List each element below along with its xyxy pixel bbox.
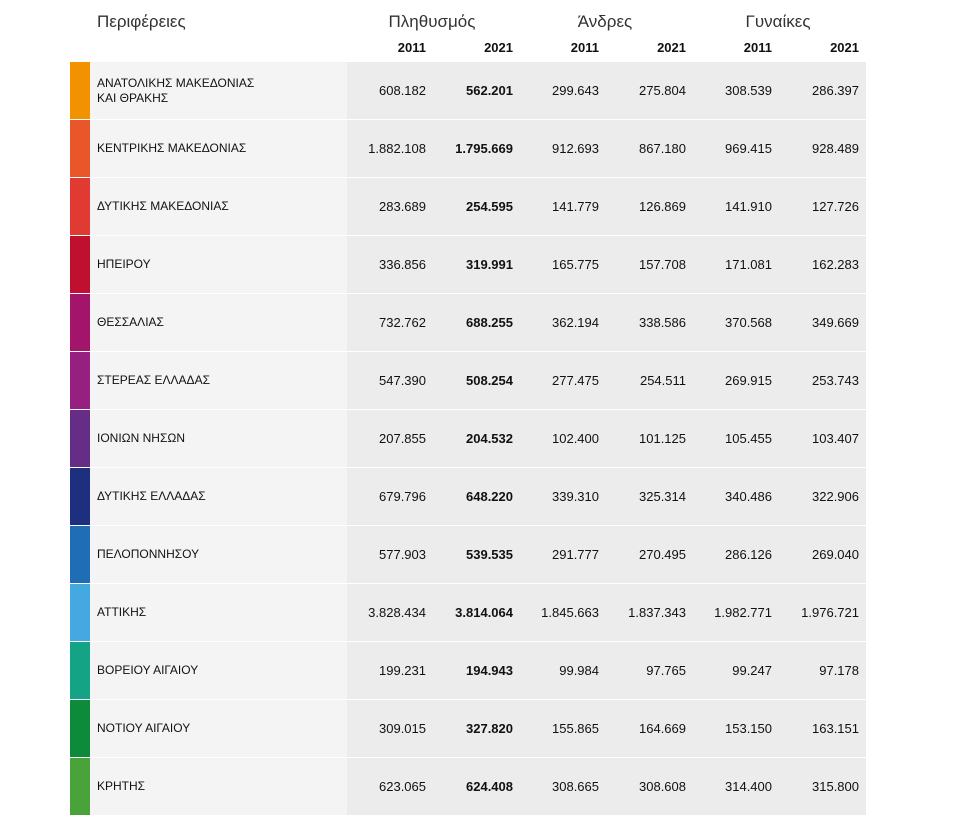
value-cell: 103.407: [812, 431, 859, 446]
region-name-cell: [90, 584, 347, 641]
table-row: [70, 352, 866, 409]
value-cell: 319.991: [466, 257, 513, 272]
value-cell: 624.408: [466, 779, 513, 794]
value-cell: 1.882.108: [368, 141, 426, 156]
region-name: [90, 489, 337, 504]
value-cell: 102.400: [552, 431, 599, 446]
region-name: [90, 663, 337, 678]
region-color-stripe: [70, 642, 90, 699]
region-name-cell: [90, 236, 347, 293]
value-cell: 338.586: [639, 315, 686, 330]
region-name: [90, 431, 337, 446]
region-name-line: ΗΠΕΙΡΟΥ: [97, 257, 151, 271]
value-cell: 162.283: [812, 257, 859, 272]
header-year-pop-2021: 2021: [484, 40, 513, 55]
value-cell: 732.762: [379, 315, 426, 330]
header-year-women-2021: 2021: [830, 40, 859, 55]
value-cell: 105.455: [725, 431, 772, 446]
region-name-line: ΒΟΡΕΙΟΥ ΑΙΓΑΙΟΥ: [97, 663, 199, 677]
table-row: [70, 526, 866, 583]
value-cell: 339.310: [552, 489, 599, 504]
value-cell: 562.201: [466, 83, 513, 98]
region-name: [90, 547, 337, 562]
region-color-stripe: [70, 236, 90, 293]
region-name-cell: [90, 642, 347, 699]
value-cell: 157.708: [639, 257, 686, 272]
region-color-stripe: [70, 294, 90, 351]
value-cell: 153.150: [725, 721, 772, 736]
region-name: [90, 315, 337, 330]
region-name-cell: [90, 178, 347, 235]
value-cell: 277.475: [552, 373, 599, 388]
value-cell: 1.976.721: [801, 605, 859, 620]
region-name-cell: [90, 120, 347, 177]
region-name: [90, 721, 337, 736]
table-row: [70, 642, 866, 699]
region-name-cell: [90, 526, 347, 583]
table-row: [70, 410, 866, 467]
value-cell: 308.608: [639, 779, 686, 794]
value-cell: 577.903: [379, 547, 426, 562]
region-color-stripe: [70, 352, 90, 409]
region-name-cell: [90, 294, 347, 351]
value-cell: 254.595: [466, 199, 513, 214]
table-row: [70, 62, 866, 119]
value-cell: 155.865: [552, 721, 599, 736]
header-region-label: Περιφέρειες: [97, 12, 186, 31]
value-cell: 679.796: [379, 489, 426, 504]
region-name-cell: [90, 352, 347, 409]
value-cell: 608.182: [379, 83, 426, 98]
header-group-population: Πληθυσμός: [388, 12, 476, 31]
region-color-stripe: [70, 410, 90, 467]
region-name-cell: [90, 468, 347, 525]
value-cell: 101.125: [639, 431, 686, 446]
value-cell: 99.247: [732, 663, 772, 678]
value-cell: 275.804: [639, 83, 686, 98]
header-year-men-2011: 2011: [570, 40, 599, 55]
value-cell: 204.532: [466, 431, 513, 446]
value-cell: 688.255: [466, 315, 513, 330]
value-cell: 308.539: [725, 83, 772, 98]
region-color-stripe: [70, 178, 90, 235]
value-cell: 299.643: [552, 83, 599, 98]
region-name-line: ΝΟΤΙΟΥ ΑΙΓΑΙΟΥ: [97, 721, 191, 735]
value-cell: 912.693: [552, 141, 599, 156]
table-row: [70, 584, 866, 641]
value-cell: 97.765: [646, 663, 686, 678]
value-cell: 370.568: [725, 315, 772, 330]
value-cell: 163.151: [812, 721, 859, 736]
region-name-line: ΔΥΤΙΚΗΣ ΜΑΚΕΔΟΝΙΑΣ: [97, 199, 229, 213]
region-name-line: ΔΥΤΙΚΗΣ ΕΛΛΑΔΑΣ: [97, 489, 206, 503]
table-row: [70, 758, 866, 815]
region-name-line: ΚΕΝΤΡΙΚΗΣ ΜΑΚΕΔΟΝΙΑΣ: [97, 141, 247, 155]
region-name: [90, 199, 337, 214]
table-row: [70, 236, 866, 293]
table-row: [70, 178, 866, 235]
value-cell: 199.231: [379, 663, 426, 678]
value-cell: 547.390: [379, 373, 426, 388]
region-name-line: ΚΑΙ ΘΡΑΚΗΣ: [97, 90, 169, 105]
region-name-line: ΠΕΛΟΠΟΝΝΗΣΟΥ: [97, 547, 200, 561]
value-cell: 286.126: [725, 547, 772, 562]
value-cell: 336.856: [379, 257, 426, 272]
value-cell: 97.178: [819, 663, 859, 678]
region-name-cell: [90, 758, 347, 815]
header-year-pop-2011: 2011: [397, 40, 426, 55]
value-cell: 623.065: [379, 779, 426, 794]
value-cell: 1.845.663: [541, 605, 599, 620]
region-color-stripe: [70, 526, 90, 583]
value-cell: 322.906: [812, 489, 859, 504]
region-name-line: ΑΤΤΙΚΗΣ: [97, 605, 147, 619]
value-cell: 340.486: [725, 489, 772, 504]
region-color-stripe: [70, 468, 90, 525]
table-row: [70, 700, 866, 757]
value-cell: 165.775: [552, 257, 599, 272]
region-color-stripe: [70, 758, 90, 815]
value-cell: 362.194: [552, 315, 599, 330]
region-color-stripe: [70, 700, 90, 757]
region-color-stripe: [70, 62, 90, 119]
value-cell: 291.777: [552, 547, 599, 562]
value-cell: 269.040: [812, 547, 859, 562]
region-name: [90, 141, 337, 156]
value-cell: 867.180: [639, 141, 686, 156]
value-cell: 508.254: [466, 373, 513, 388]
value-cell: 126.869: [639, 199, 686, 214]
value-cell: 164.669: [639, 721, 686, 736]
value-cell: 327.820: [466, 721, 513, 736]
value-cell: 171.081: [725, 257, 772, 272]
region-color-stripe: [70, 584, 90, 641]
population-table: [70, 62, 866, 816]
value-cell: 283.689: [379, 199, 426, 214]
region-name-line: ΣΤΕΡΕΑΣ ΕΛΛΑΔΑΣ: [97, 373, 210, 387]
region-name-line: ΙΟΝΙΩΝ ΝΗΣΩΝ: [97, 431, 186, 445]
value-cell: 141.779: [552, 199, 599, 214]
region-name-cell: [90, 62, 347, 119]
value-cell: 1.795.669: [455, 141, 513, 156]
value-cell: 269.915: [725, 373, 772, 388]
value-cell: 141.910: [725, 199, 772, 214]
value-cell: 539.535: [466, 547, 513, 562]
value-cell: 308.665: [552, 779, 599, 794]
value-cell: 194.943: [466, 663, 513, 678]
table-row: [70, 294, 866, 351]
header-group-women: Γυναίκες: [745, 12, 811, 31]
region-name-cell: [90, 700, 347, 757]
region-name-cell: [90, 410, 347, 467]
value-cell: 969.415: [725, 141, 772, 156]
value-cell: 207.855: [379, 431, 426, 446]
value-cell: 349.669: [812, 315, 859, 330]
value-cell: 127.726: [812, 199, 859, 214]
value-cell: 99.984: [559, 663, 599, 678]
value-cell: 286.397: [812, 83, 859, 98]
region-name: [90, 605, 337, 620]
value-cell: 325.314: [639, 489, 686, 504]
value-cell: 270.495: [639, 547, 686, 562]
value-cell: 3.814.064: [455, 605, 513, 620]
value-cell: 1.837.343: [628, 605, 686, 620]
value-cell: 309.015: [379, 721, 426, 736]
region-name-line: ΑΝΑΤΟΛΙΚΗΣ ΜΑΚΕΔΟΝΙΑΣ: [97, 75, 255, 90]
region-color-stripe: [70, 120, 90, 177]
region-name: [90, 76, 337, 106]
header-year-men-2021: 2021: [657, 40, 686, 55]
value-cell: 3.828.434: [368, 605, 426, 620]
value-cell: 1.982.771: [714, 605, 772, 620]
region-name: [90, 373, 337, 388]
region-name: [90, 779, 337, 794]
region-name-line: ΚΡΗΤΗΣ: [97, 779, 146, 793]
value-cell: 315.800: [812, 779, 859, 794]
table-row: [70, 120, 866, 177]
value-cell: 254.511: [639, 373, 686, 388]
header-year-women-2011: 2011: [743, 40, 772, 55]
table-row: [70, 468, 866, 525]
value-cell: 314.400: [725, 779, 772, 794]
region-name: [90, 257, 337, 272]
value-cell: 253.743: [812, 373, 859, 388]
region-name-line: ΘΕΣΣΑΛΙΑΣ: [97, 315, 164, 329]
value-cell: 648.220: [466, 489, 513, 504]
header-group-men: Άνδρες: [577, 12, 633, 31]
value-cell: 928.489: [812, 141, 859, 156]
